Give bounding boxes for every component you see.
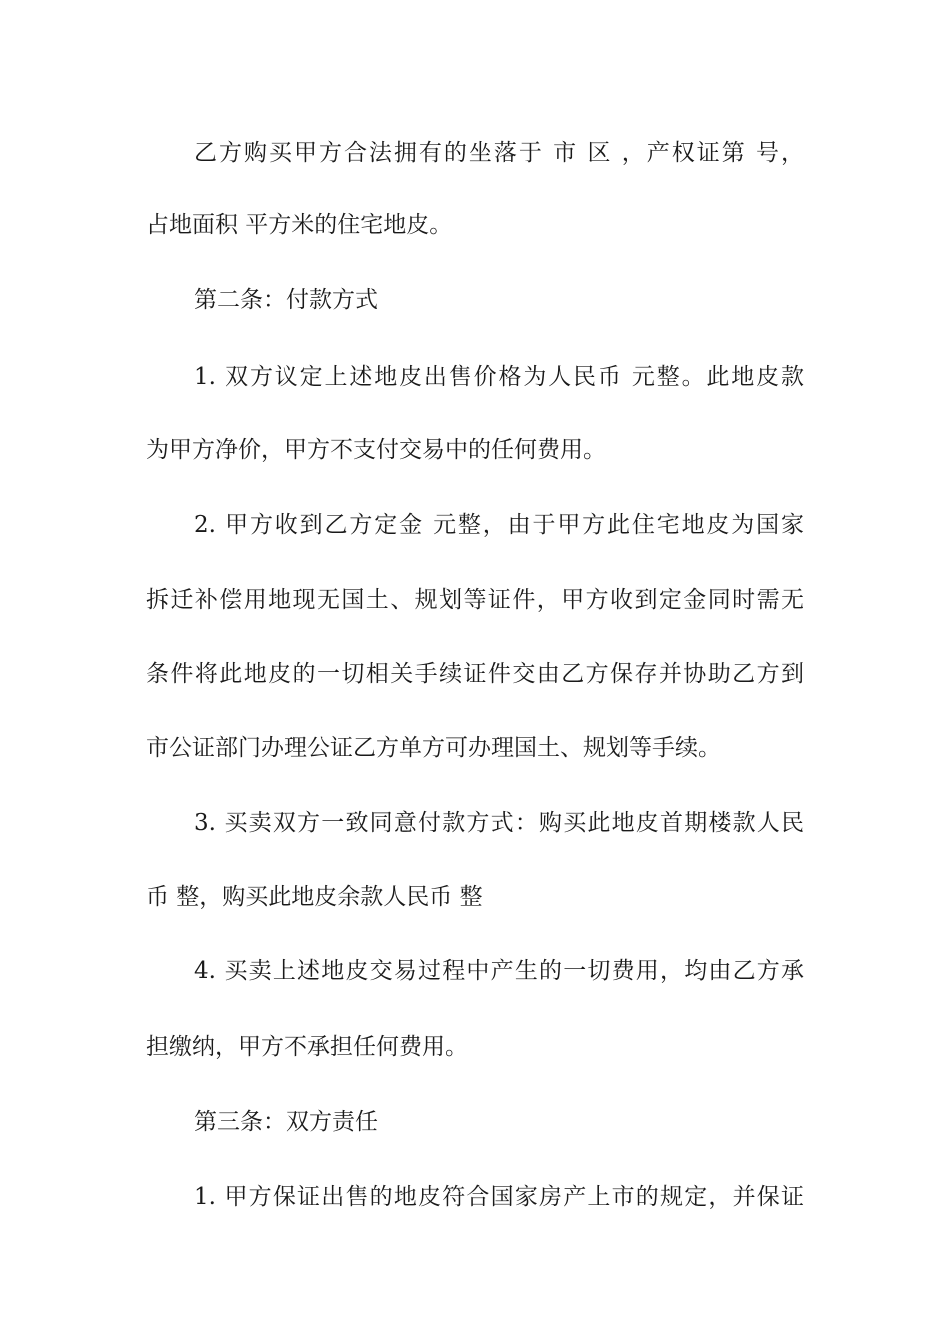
paragraph-line: 条件将此地皮的一切相关手续证件交由乙方保存并协助乙方到 <box>146 661 804 687</box>
paragraph-line: 为甲方净价，甲方不支付交易中的任何费用。 <box>146 437 606 463</box>
paragraph-line: 市公证部门办理公证乙方单方可办理国土、规划等手续。 <box>146 735 721 761</box>
paragraph-line: 担缴纳，甲方不承担任何费用。 <box>146 1034 468 1060</box>
paragraph-line: 乙方购买甲方合法拥有的坐落于 市 区 ，产权证第 号， <box>194 140 804 166</box>
paragraph-line: 1. 甲方保证出售的地皮符合国家房产上市的规定，并保证 <box>194 1184 804 1210</box>
paragraph-line: 币 整，购买此地皮余款人民币 整 <box>146 884 483 910</box>
paragraph-line: 1. 双方议定上述地皮出售价格为人民币 元整。此地皮款 <box>194 364 804 390</box>
section-heading: 第二条：付款方式 <box>194 287 378 313</box>
section-heading: 第三条：双方责任 <box>194 1109 378 1135</box>
paragraph-line: 4. 买卖上述地皮交易过程中产生的一切费用，均由乙方承 <box>194 958 804 984</box>
paragraph-line: 拆迁补偿用地现无国土、规划等证件，甲方收到定金同时需无 <box>146 587 804 613</box>
paragraph-line: 占地面积 平方米的住宅地皮。 <box>146 212 453 238</box>
paragraph-line: 3. 买卖双方一致同意付款方式：购买此地皮首期楼款人民 <box>194 810 804 836</box>
paragraph-line: 2. 甲方收到乙方定金 元整，由于甲方此住宅地皮为国家 <box>194 512 804 538</box>
